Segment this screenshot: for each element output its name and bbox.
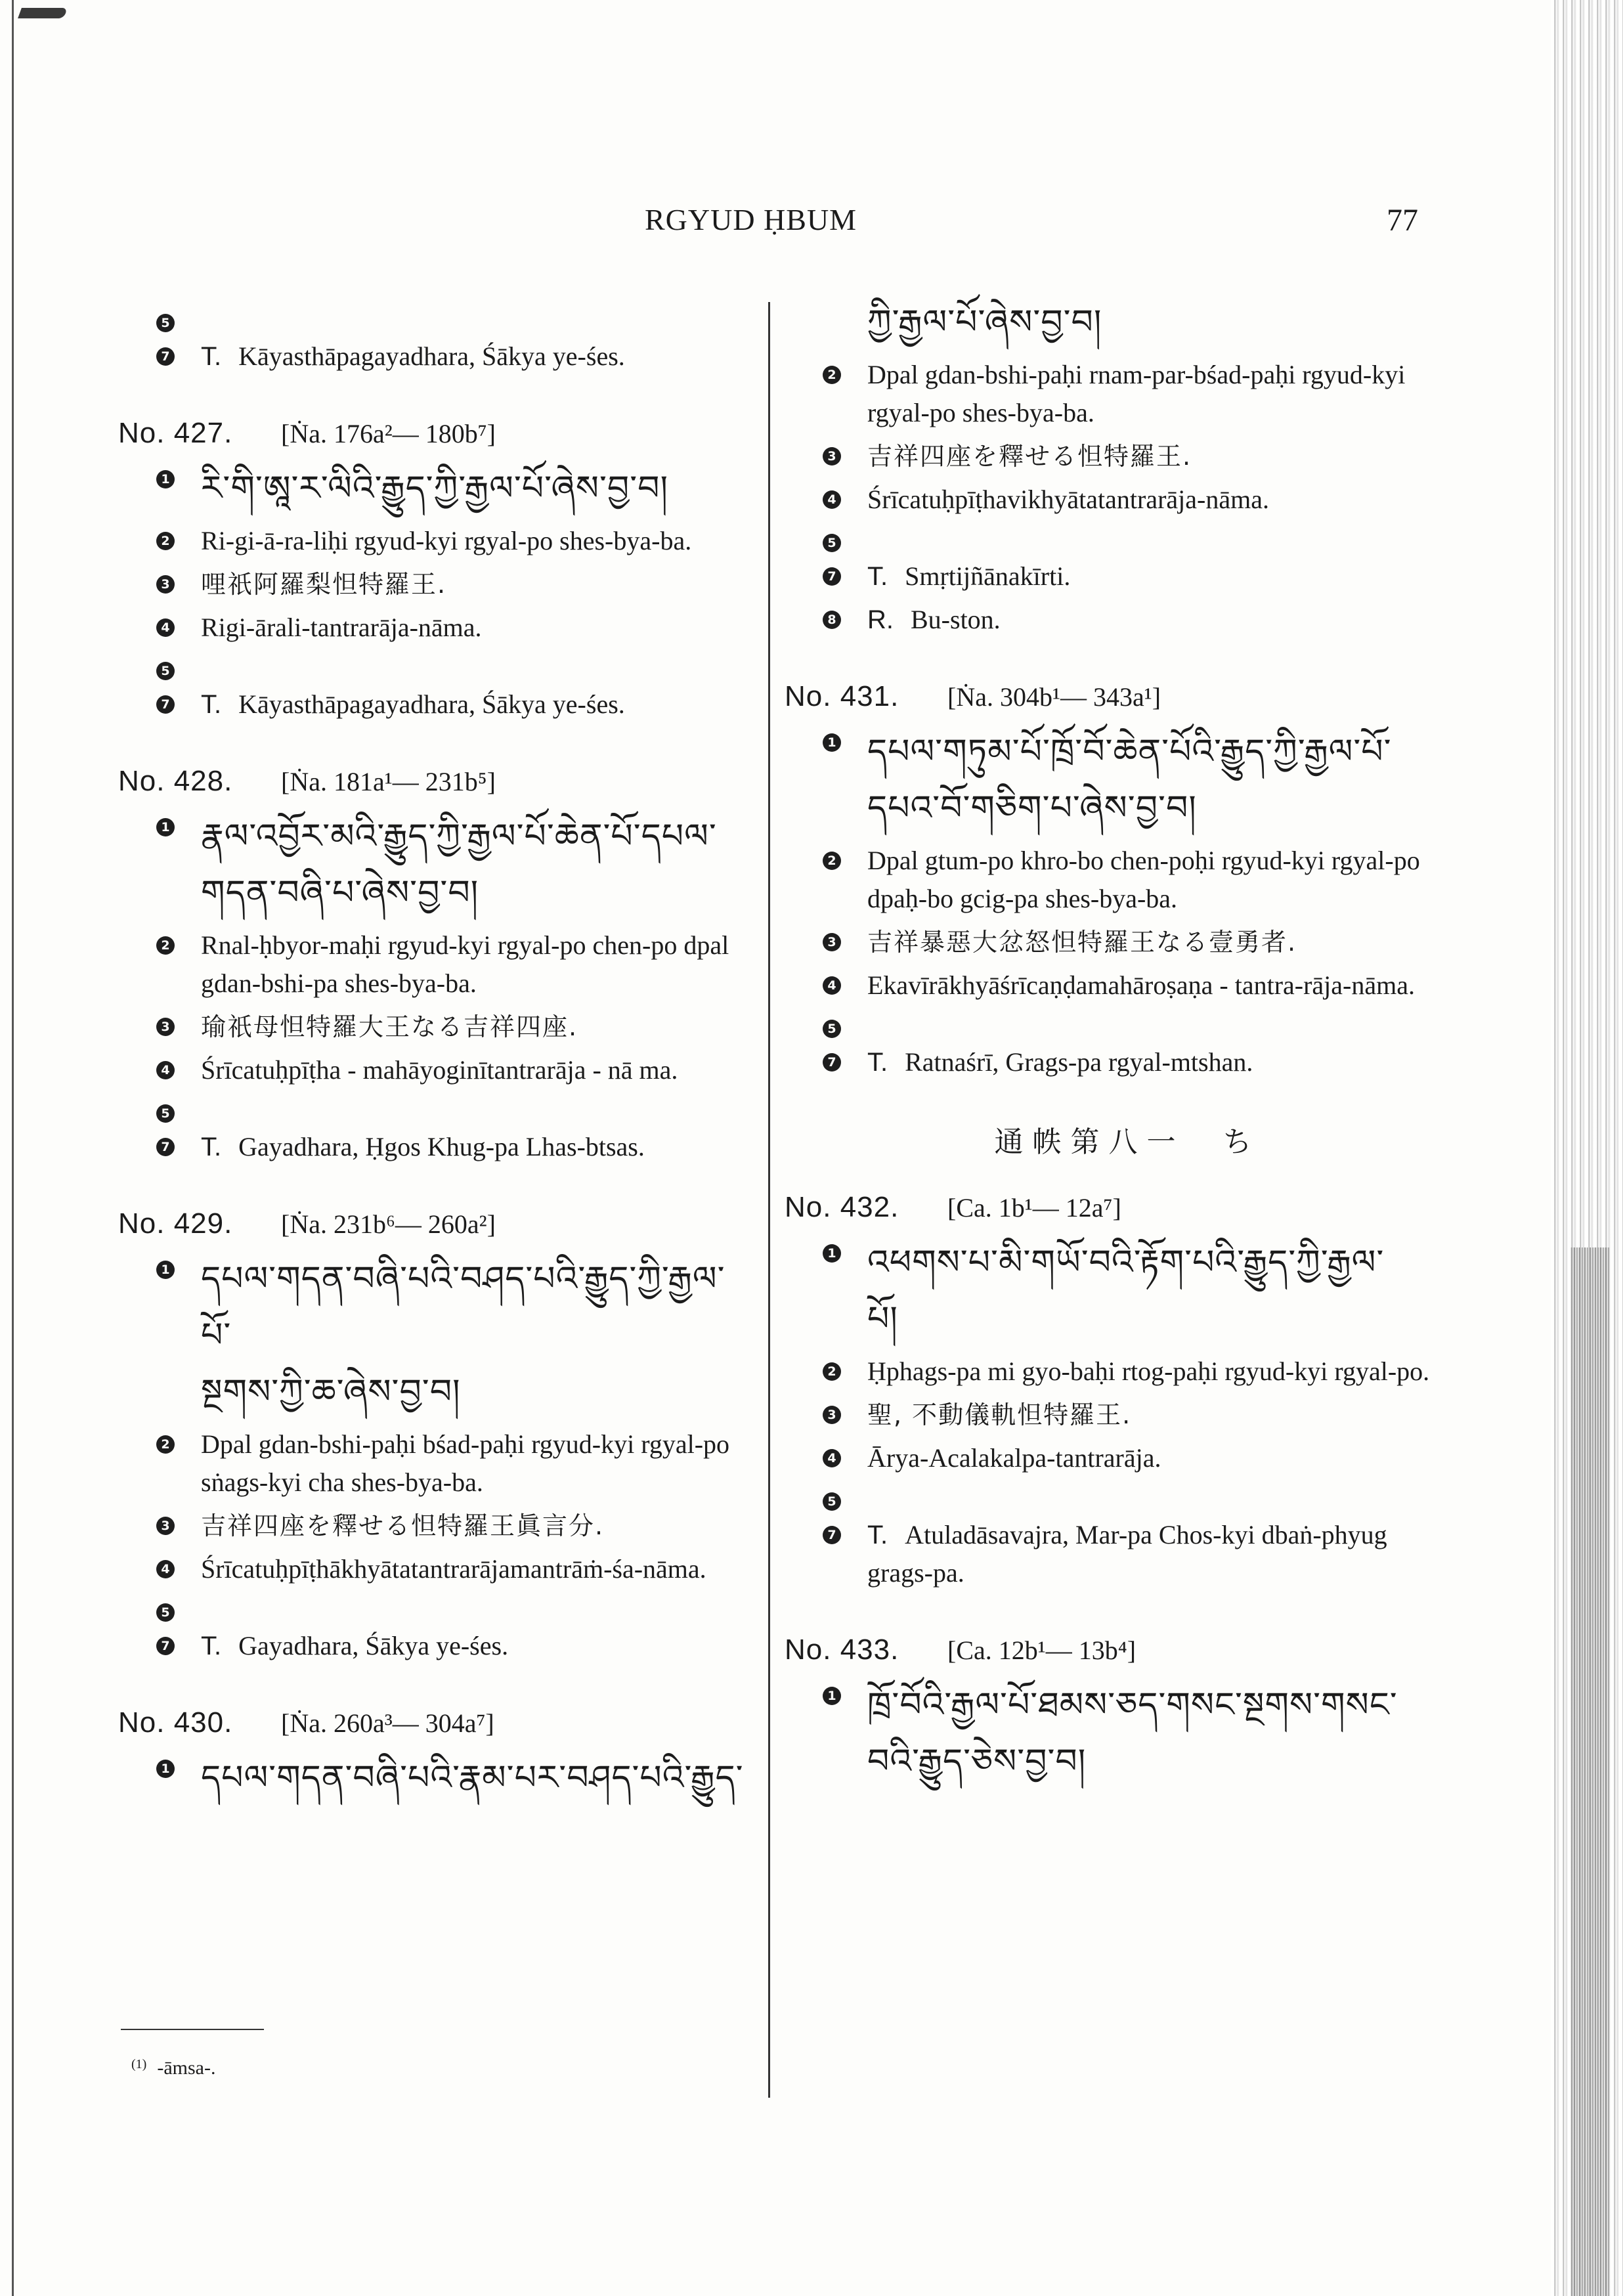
marker-7-icon: 7 xyxy=(156,347,175,366)
scan-corner-mark xyxy=(18,8,68,18)
field-7 xyxy=(785,557,1431,596)
entry-number: No. 428. xyxy=(118,765,233,797)
marker-7-icon: 7 xyxy=(156,1138,175,1156)
field-8 xyxy=(785,601,1431,639)
folio-range: [Ca. 1b¹— 12a⁷] xyxy=(947,1193,1121,1223)
translator-tag: T. xyxy=(867,562,888,591)
marker-2-icon: 2 xyxy=(156,1435,175,1454)
folio-range: [Ṅa. 181a¹— 231b⁵] xyxy=(281,767,496,796)
entry-430-continued xyxy=(785,294,1431,639)
marker-4-icon: 4 xyxy=(823,976,841,995)
field-4-sanskrit: 4 Rigi-ārali-tantrarāja-nāma. xyxy=(118,609,755,647)
field-7 xyxy=(118,685,755,724)
field-4-sanskrit: 4 Śrīcatuḥpīṭhākhyātatantrarājamantrāṁ-śa-nāma. xyxy=(118,1550,755,1588)
marker-3-icon: 3 xyxy=(156,1018,175,1036)
translator-text: Gayadhara, Śākya ye-śes. xyxy=(238,1631,509,1660)
entry-429 xyxy=(118,1203,755,1665)
marker-1-icon: 1 xyxy=(823,1687,841,1705)
entry-number: No. 429. xyxy=(118,1207,233,1240)
entry-heading xyxy=(118,1203,755,1245)
field-7 xyxy=(785,1516,1431,1592)
marker-8-icon: 8 xyxy=(823,611,841,629)
field-3-chinese: 3 吉祥暴惡大忿怒怛特羅王なる壹勇者. xyxy=(785,923,1431,961)
entry-number: No. 433. xyxy=(785,1634,899,1666)
marker-2-icon: 2 xyxy=(823,1362,841,1381)
field-4-sanskrit: 4 Śrīcatuḥpīṭhavikhyātatantrarāja-nāma. xyxy=(785,481,1431,519)
marker-5-icon: 5 xyxy=(156,1104,175,1123)
translator-tag: T. xyxy=(201,690,222,719)
marker-2-icon: 2 xyxy=(156,936,175,955)
entry-heading xyxy=(785,1629,1431,1672)
translator-tag: T. xyxy=(201,1632,222,1660)
field-3-chinese: 3 瑜祇母怛特羅大王なる吉祥四座. xyxy=(118,1008,755,1046)
field-3-chinese: 3 吉祥四座を釋せる怛特羅王. xyxy=(785,437,1431,475)
entry-430 xyxy=(118,1702,755,1806)
entry-heading xyxy=(118,1702,755,1744)
marker-1-icon: 1 xyxy=(156,470,175,488)
marker-4-icon: 4 xyxy=(156,618,175,637)
field-5 xyxy=(118,652,755,680)
field-5 xyxy=(118,1593,755,1622)
translator-text: Kāyasthāpagayadhara, Śākya ye-śes. xyxy=(238,341,625,371)
field-5 xyxy=(785,1010,1431,1038)
field-1-tibetan: 1 ཁྲོ་བོའི་རྒྱལ་པོ་ཐམས་ཅད་གསང་སྔགས་གསང་ བའི་རྒྱུད་ཅེས་བྱ་བ། xyxy=(785,1677,1431,1790)
page-edge-rule xyxy=(12,0,14,2296)
entry-heading xyxy=(785,676,1431,718)
field-5 xyxy=(785,1483,1431,1511)
translator-text: Atuladāsavajra, Mar-pa Chos-kyi dbaṅ-phyug grags-pa. xyxy=(867,1520,1387,1588)
marker-3-icon: 3 xyxy=(823,933,841,951)
field-1-tibetan-continued: ཀྱི་རྒྱལ་པོ་ཞེས་བྱ་བ། xyxy=(867,303,1102,342)
field-3-chinese: 3 吉祥四座を釋せる怛特羅王眞言分. xyxy=(118,1507,755,1545)
marker-7-icon: 7 xyxy=(823,567,841,586)
field-7 xyxy=(118,337,755,376)
marker-4-icon: 4 xyxy=(156,1061,175,1079)
field-4-sanskrit: 4 Śrīcatuḥpīṭha - mahāyoginītantrarāja - nā ma. xyxy=(118,1051,755,1089)
column-divider xyxy=(768,302,770,2098)
reviser-tag: R. xyxy=(867,605,894,634)
marker-7-icon: 7 xyxy=(156,695,175,714)
folio-range: [Ṅa. 176a²— 180b⁷] xyxy=(281,419,496,448)
entry-heading xyxy=(785,1186,1431,1229)
marker-1-icon: 1 xyxy=(156,1261,175,1279)
entry-heading xyxy=(118,760,755,803)
marker-2-icon: 2 xyxy=(823,852,841,870)
marker-7-icon: 7 xyxy=(823,1526,841,1544)
field-2-transliteration: 2 Ḥphags-pa mi gyo-baḥi rtog-paḥi rgyud-kyi rgyal-po. xyxy=(785,1353,1431,1391)
entry-heading xyxy=(118,412,755,455)
marker-4-icon: 4 xyxy=(156,1560,175,1578)
field-5 xyxy=(118,1094,755,1123)
field-4-sanskrit: 4 Ekavīrākhyāśrīcaṇḍamahāroṣaṇa - tantra-rāja-nāma. xyxy=(785,966,1431,1005)
field-1-tibetan: 1 དཔལ་གཏུམ་པོ་ཁྲོ་བོ་ཆེན་པོའི་རྒྱུད་ཀྱི་རྒྱལ་པོ་ དཔའ་བོ་གཅིག་པ་ཞེས་བྱ་བ། xyxy=(785,724,1431,836)
field-1-tibetan: 1 དཔལ་གདན་བཞི་པའི་རྣམ་པར་བཤད་པའི་རྒྱུད་ xyxy=(118,1750,755,1806)
marker-1-icon: 1 xyxy=(823,733,841,752)
field-2-transliteration: 2 Rnal-ḥbyor-maḥi rgyud-kyi rgyal-po chen-po dpal gdan-bshi-pa shes-bya-ba. xyxy=(118,926,755,1003)
entry-426-tail xyxy=(118,304,755,376)
translator-tag: T. xyxy=(201,1133,222,1161)
folio-range: [Ṅa. 260a³— 304a⁷] xyxy=(281,1708,494,1738)
entry-number: No. 430. xyxy=(118,1706,233,1739)
reviser-text: Bu-ston. xyxy=(911,605,1001,634)
entry-432 xyxy=(785,1186,1431,1592)
marker-5-icon: 5 xyxy=(823,1020,841,1038)
marker-1-icon: 1 xyxy=(823,1244,841,1263)
marker-2-icon: 2 xyxy=(823,366,841,384)
footnote-text: -āmsa-. xyxy=(157,2057,216,2079)
field-2-transliteration: 2 Ri-gi-ā-ra-liḥi rgyud-kyi rgyal-po shes-bya-ba. xyxy=(118,522,755,560)
marker-3-icon: 3 xyxy=(156,575,175,594)
translator-text: Ratnaśrī, Grags-pa rgyal-mtshan. xyxy=(905,1047,1253,1077)
field-1-tibetan: 1 རྣལ་འབྱོར་མའི་རྒྱུད་ཀྱི་རྒྱལ་པོ་ཆེན་པོ་དཔལ་ གདན་བཞི་པ་ཞེས་བྱ་བ། xyxy=(118,808,755,921)
field-4-sanskrit: 4 Ārya-Acalakalpa-tantrarāja. xyxy=(785,1439,1431,1477)
marker-4-icon: 4 xyxy=(823,1449,841,1467)
entry-number: No. 432. xyxy=(785,1191,899,1223)
entry-431 xyxy=(785,676,1431,1081)
marker-5-icon: 5 xyxy=(156,662,175,680)
field-1-tibetan: 1 རི་གི་ཨཱ་ར་ལིའི་རྒྱུད་ཀྱི་རྒྱལ་པོ་ཞེས་བྱ་བ། xyxy=(118,460,755,517)
marker-3-icon: 3 xyxy=(156,1517,175,1535)
field-3-chinese: 3 哩祇阿羅梨怛特羅王. xyxy=(118,565,755,603)
folio-range: [Ṅa. 304b¹— 343a¹] xyxy=(947,682,1161,712)
marker-7-icon: 7 xyxy=(156,1637,175,1655)
entry-number: No. 431. xyxy=(785,680,899,712)
marker-5-icon: 5 xyxy=(156,314,175,332)
marker-5-icon: 5 xyxy=(823,534,841,552)
translator-text: Kāyasthāpagayadhara, Śākya ye-śes. xyxy=(238,689,625,719)
translator-tag: T. xyxy=(867,1048,888,1077)
field-7 xyxy=(785,1043,1431,1081)
translator-tag: T. xyxy=(867,1521,888,1549)
marker-5-icon: 5 xyxy=(156,1603,175,1622)
marker-2-icon: 2 xyxy=(156,532,175,550)
field-7 xyxy=(118,1128,755,1166)
translator-tag: T. xyxy=(201,342,222,371)
right-column xyxy=(785,289,1431,1827)
entry-433 xyxy=(785,1629,1431,1790)
marker-5-icon: 5 xyxy=(823,1492,841,1511)
field-5 xyxy=(118,304,755,332)
folio-range: [Ṅa. 231b⁶— 260a²] xyxy=(281,1209,496,1239)
footnote-mark: (1) xyxy=(131,2057,147,2071)
field-1-tibetan: 1 དཔལ་གདན་བཞི་པའི་བཤད་པའི་རྒྱུད་ཀྱི་རྒྱལ་པོ་ སྔགས་ཀྱི་ཆ་ཞེས་བྱ་བ། xyxy=(118,1251,755,1420)
book-spine-shadow xyxy=(1570,1247,1610,2296)
field-2-transliteration: 2 Dpal gdan-bshi-paḥi bśad-paḥi rgyud-kyi rgyal-po sṅags-kyi cha shes-bya-ba. xyxy=(118,1425,755,1502)
footnote xyxy=(131,2057,215,2079)
folio-range: [Ca. 12b¹— 13b⁴] xyxy=(947,1635,1136,1665)
marker-4-icon: 4 xyxy=(823,490,841,509)
running-header-title: RGYUD ḤBUM xyxy=(645,203,857,236)
entry-427 xyxy=(118,412,755,724)
field-1-tibetan: 1 འཕགས་པ་མི་གཡོ་བའི་རྟོག་པའི་རྒྱུད་ཀྱི་རྒྱལ་ པོ། xyxy=(785,1234,1431,1347)
entry-number: No. 427. xyxy=(118,417,233,449)
left-column xyxy=(118,299,755,1843)
field-2-transliteration: 2 Dpal gdan-bshi-paḥi rnam-par-bśad-paḥi rgyud-kyi rgyal-po shes-bya-ba. xyxy=(785,356,1431,432)
translator-text: Smṛtijñānakīrti. xyxy=(905,561,1071,591)
field-3-chinese: 3 聖, 不動儀軌怛特羅王. xyxy=(785,1396,1431,1434)
volume-section-title: 通帙第八一 ち xyxy=(994,1125,1261,1159)
translator-text: Gayadhara, Ḥgos Khug-pa Lhas-btsas. xyxy=(238,1132,645,1161)
footnote-rule xyxy=(121,2029,264,2030)
field-2-transliteration: 2 Dpal gtum-po khro-bo chen-poḥi rgyud-kyi rgyal-po dpaḥ-bo gcig-pa shes-bya-ba. xyxy=(785,842,1431,918)
field-7 xyxy=(118,1627,755,1665)
marker-1-icon: 1 xyxy=(156,1760,175,1778)
page-number: 77 xyxy=(1387,203,1418,238)
marker-7-icon: 7 xyxy=(823,1053,841,1072)
field-5 xyxy=(785,524,1431,552)
entry-428 xyxy=(118,760,755,1166)
marker-1-icon: 1 xyxy=(156,818,175,836)
marker-3-icon: 3 xyxy=(823,447,841,466)
marker-3-icon: 3 xyxy=(823,1406,841,1424)
